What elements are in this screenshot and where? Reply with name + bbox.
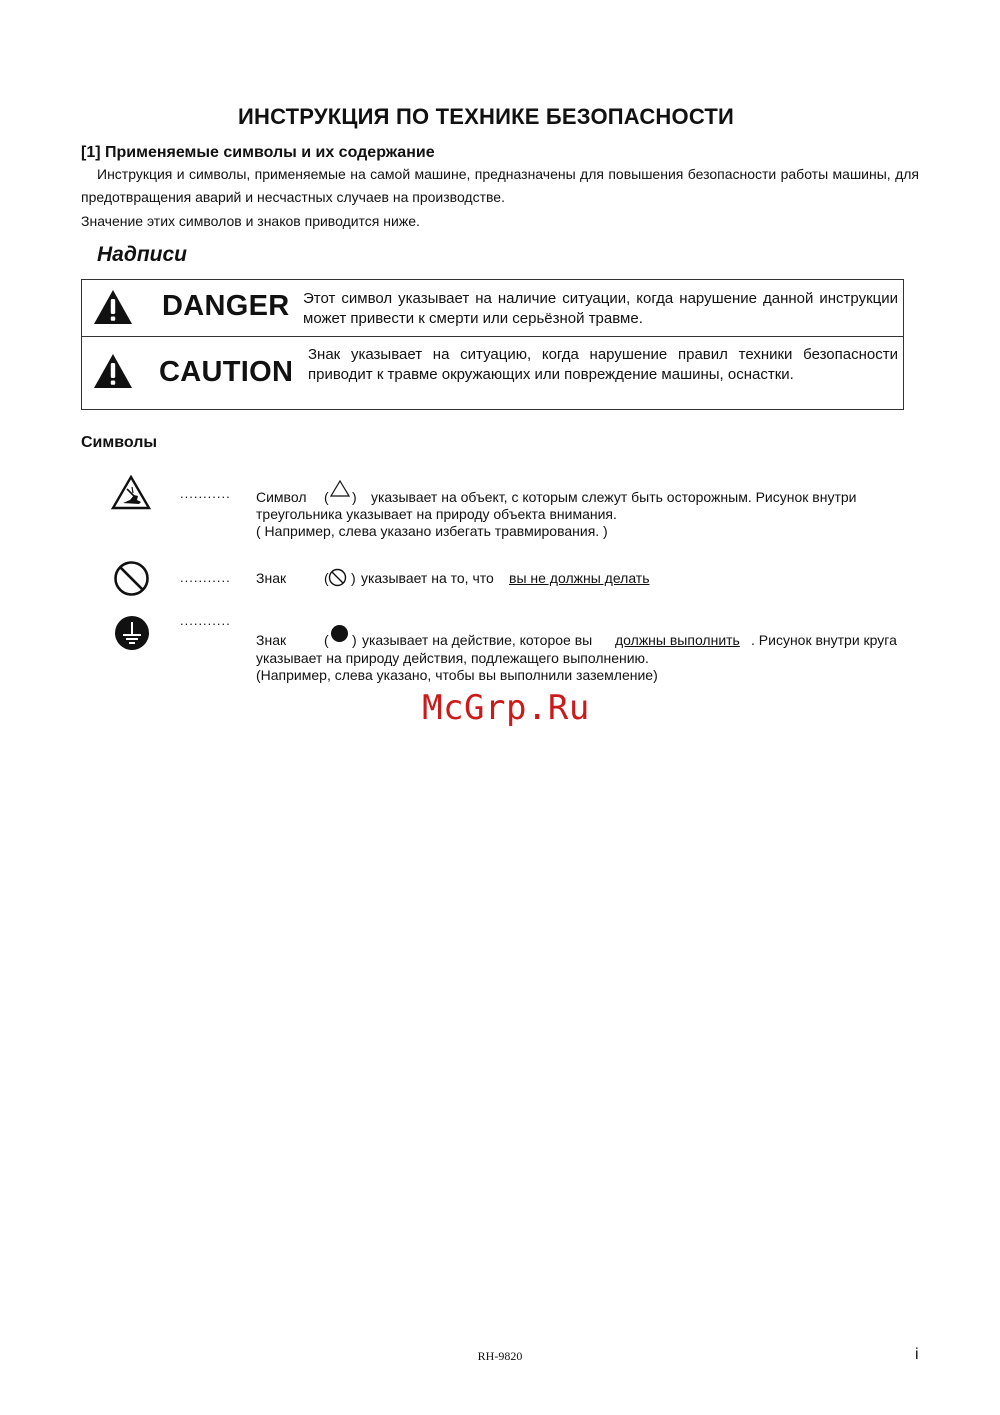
watermark: McGrp.Ru: [422, 688, 590, 728]
prohibit-emphasis: вы не должны делать: [509, 570, 650, 586]
mandatory-emphasis: должны выполнить: [615, 632, 740, 648]
mandatory-text-2: . Рисунок внутри круга: [751, 632, 897, 648]
prohibit-lead: Знак: [256, 570, 287, 586]
attention-text: указывает на объект, с которым слежут быть осторожным. Рисунок внутри: [371, 489, 857, 505]
dot-leader: ...........: [180, 486, 231, 501]
prohibit-text: указывает на то, что: [361, 570, 494, 586]
outline-triangle-icon: [330, 480, 350, 497]
intro-note: Значение этих символов и знаков приводится ниже.: [81, 213, 420, 229]
attention-line-3: ( Например, слева указано избегать травмирования. ): [256, 523, 608, 539]
paren-open: (: [324, 570, 329, 586]
inscriptions-heading: Надписи: [97, 243, 187, 266]
mandatory-text: указывает на действие, которое вы: [362, 632, 593, 648]
filled-circle-icon: [330, 624, 349, 643]
intro-paragraph: Инструкция и символы, применяемые на самой машине, предназначены для повышения безопасности работы машины, для предотвращения аварий и несчастных случаев на производстве.: [81, 166, 919, 205]
mandatory-line-3: (Например, слева указано, чтобы вы выполнили заземление): [256, 667, 658, 683]
danger-description: Этот символ указывает на наличие ситуации, когда нарушение данной инструкции может привести к смерти или серьёзной травме.: [303, 290, 898, 327]
ground-icon: [114, 615, 150, 651]
paren-open: (: [324, 489, 329, 505]
caution-description: Знак указывает на ситуацию, когда нарушение правил техники безопасности приводит к травме окружающих или повреждение машины, оснастки.: [308, 346, 898, 383]
footer-model: RH-9820: [477, 1349, 523, 1363]
hand-injury-icon: [111, 475, 151, 510]
page-number: i: [915, 1346, 919, 1363]
page-title: ИНСТРУКЦИЯ ПО ТЕХНИКЕ БЕЗОПАСНОСТИ: [237, 104, 735, 129]
symbols-heading: Символы: [81, 434, 158, 451]
paren-close: ): [352, 632, 357, 648]
attention-line-2: треугольника указывает на природу объекта внимания.: [256, 506, 617, 522]
attention-lead: Символ: [256, 489, 307, 505]
dot-leader: ...........: [180, 570, 231, 585]
row-divider: [82, 336, 903, 337]
paren-close: ): [351, 570, 356, 586]
warning-triangle-icon: [93, 289, 133, 325]
mandatory-lead: Знак: [256, 632, 287, 648]
paren-close: ): [352, 489, 357, 505]
danger-label: DANGER: [162, 290, 290, 322]
section-heading: [1] Применяемые символы и их содержание: [81, 144, 435, 161]
prohibition-icon: [328, 568, 347, 587]
warning-triangle-icon: [93, 353, 133, 389]
prohibition-icon: [113, 560, 150, 597]
warning-table: [81, 279, 904, 410]
dot-leader: ...........: [180, 613, 231, 628]
mandatory-line-2: указывает на природу действия, подлежащего выполнению.: [256, 650, 649, 666]
paren-open: (: [324, 632, 329, 648]
caution-label: CAUTION: [159, 356, 294, 388]
